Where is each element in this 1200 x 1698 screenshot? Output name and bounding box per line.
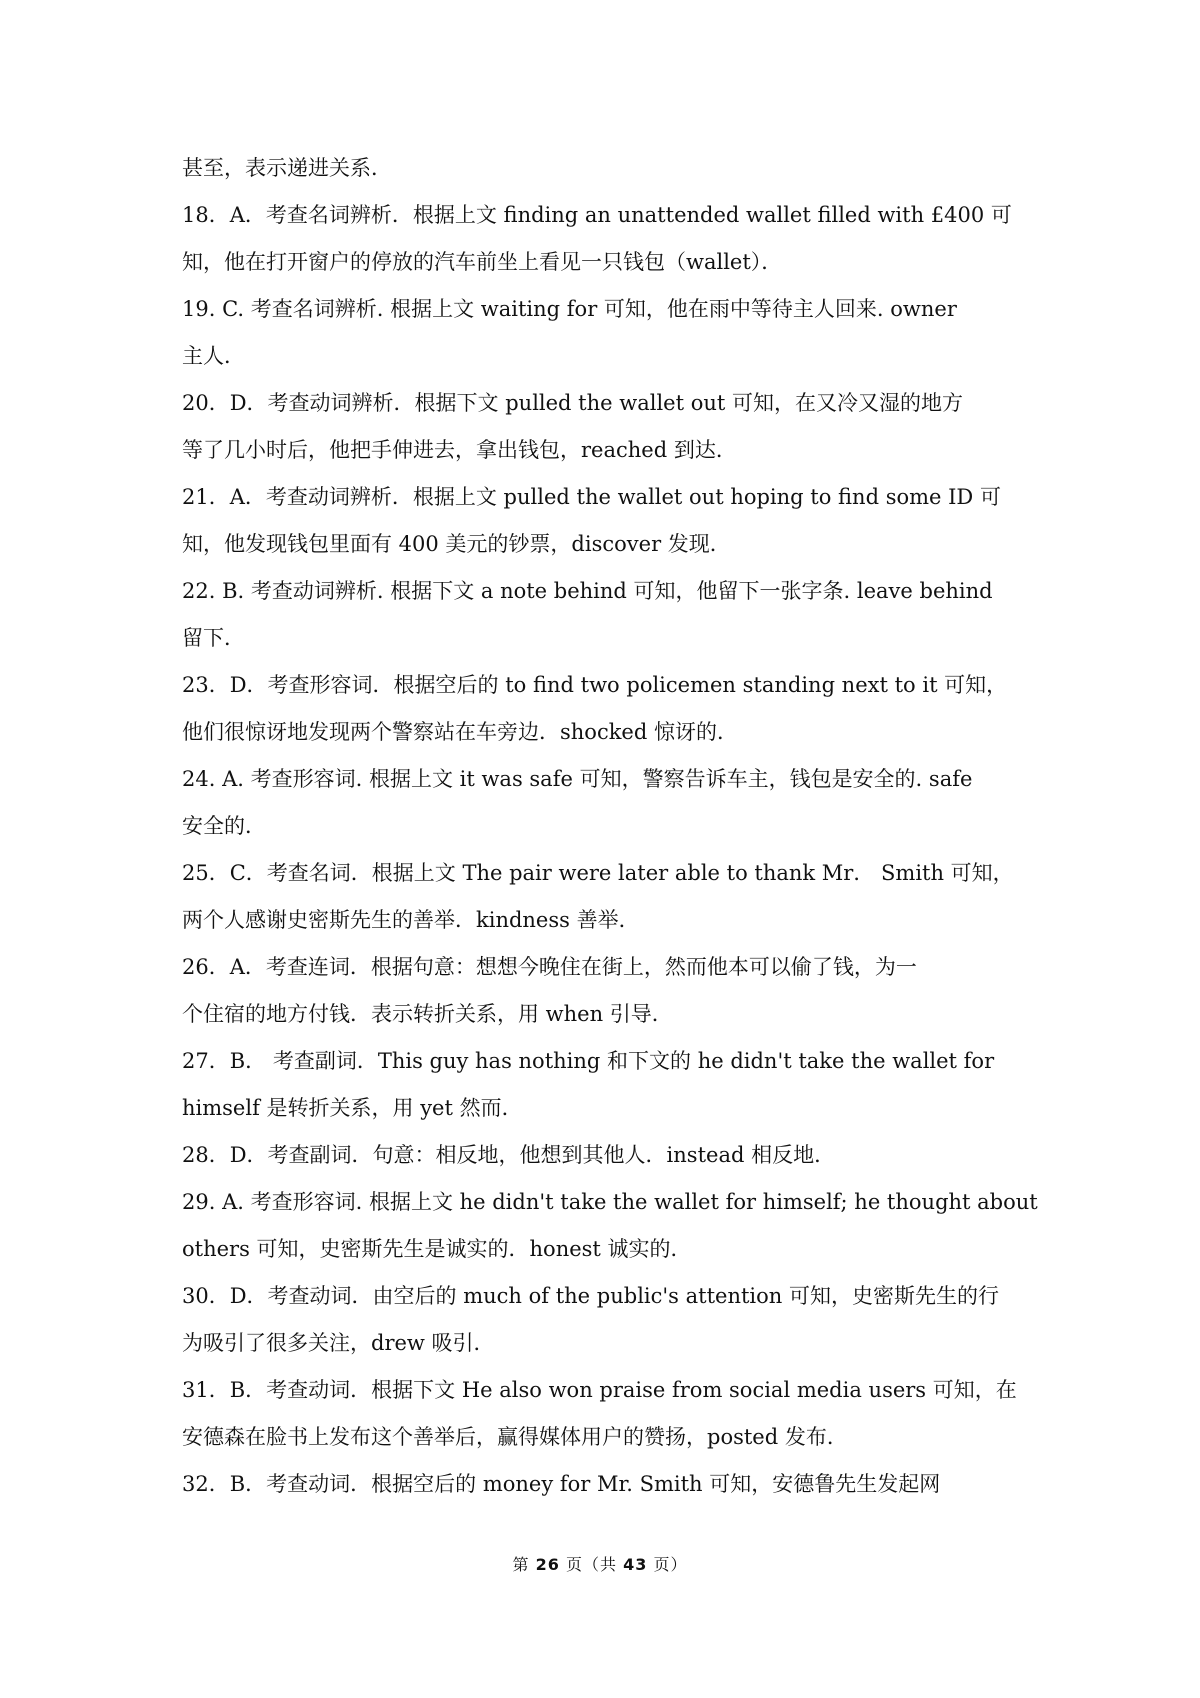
total-page-count: 43 bbox=[623, 1555, 648, 1574]
text-line: 两个人感谢史密斯先生的善举．kindness 善举． bbox=[182, 908, 640, 932]
footer-middle: 页（共 bbox=[565, 1555, 617, 1574]
page-footer bbox=[0, 1552, 1200, 1575]
text-line: 主人． bbox=[182, 344, 245, 368]
text-line: 安德森在脸书上发布这个善举后，赢得媒体用户的赞扬，posted 发布． bbox=[182, 1425, 848, 1449]
text-line: 他们很惊讶地发现两个警察站在车旁边．shocked 惊讶的． bbox=[182, 720, 738, 744]
text-line: 21．A．考查动词辨析．根据上文 pulled the wallet out hoping to find some ID 可 bbox=[182, 485, 1001, 509]
text-line: 19. C. 考查名词辨析. 根据上文 waiting for 可知，他在雨中等待主人回来. owner bbox=[182, 297, 957, 321]
text-line: 24. A. 考查形容词. 根据上文 it was safe 可知，警察告诉车主，钱包是安全的. safe bbox=[182, 767, 973, 791]
text-line: 27．B． 考查副词．This guy has nothing 和下文的 he didn't take the wallet for bbox=[182, 1049, 995, 1073]
text-line: 25．C．考查名词．根据上文 The pair were later able to thank Mr． Smith 可知， bbox=[182, 861, 1014, 885]
text-line: 为吸引了很多关注，drew 吸引． bbox=[182, 1331, 495, 1355]
footer-suffix: 页） bbox=[653, 1555, 688, 1574]
text-line: 留下． bbox=[182, 626, 245, 650]
text-line: 30．D．考查动词．由空后的 much of the public's attention 可知，史密斯先生的行 bbox=[182, 1284, 999, 1308]
text-line: 23．D．考查形容词．根据空后的 to find two policemen standing next to it 可知， bbox=[182, 673, 1008, 697]
text-line: 知，他在打开窗户的停放的汽车前坐上看见一只钱包（wallet）． bbox=[182, 250, 783, 274]
text-line: others 可知，史密斯先生是诚实的．honest 诚实的． bbox=[182, 1237, 692, 1261]
text-line: 29. A. 考查形容词. 根据上文 he didn't take the wallet for himself; he thought about bbox=[182, 1190, 1038, 1214]
answer-explanations bbox=[182, 145, 1038, 1508]
text-line: 等了几小时后，他把手伸进去，拿出钱包，reached 到达． bbox=[182, 438, 737, 462]
text-line: 安全的． bbox=[182, 814, 266, 838]
text-line: 20．D．考查动词辨析．根据下文 pulled the wallet out 可知，在又冷又湿的地方 bbox=[182, 391, 963, 415]
text-line: 32．B．考查动词．根据空后的 money for Mr. Smith 可知，安德鲁先生发起网 bbox=[182, 1472, 941, 1496]
text-line: 甚至，表示递进关系． bbox=[182, 156, 392, 180]
text-line: 知，他发现钱包里面有 400 美元的钞票，discover 发现． bbox=[182, 532, 731, 556]
text-line: himself 是转折关系，用 yet 然而． bbox=[182, 1096, 523, 1120]
current-page-number: 26 bbox=[535, 1555, 560, 1574]
text-line: 26．A．考查连词．根据句意：想想今晚住在街上，然而他本可以偷了钱，为一 bbox=[182, 955, 917, 979]
footer-prefix: 第 bbox=[512, 1555, 530, 1574]
text-line: 28．D．考查副词．句意：相反地，他想到其他人．instead 相反地． bbox=[182, 1143, 836, 1167]
text-line: 31．B．考查动词．根据下文 He also won praise from social media users 可知，在 bbox=[182, 1378, 1017, 1402]
text-line: 个住宿的地方付钱．表示转折关系，用 when 引导． bbox=[182, 1002, 673, 1026]
text-line: 18．A．考查名词辨析．根据上文 finding an unattended wallet filled with £400 可 bbox=[182, 203, 1012, 227]
text-line: 22. B. 考查动词辨析. 根据下文 a note behind 可知，他留下一张字条. leave behind bbox=[182, 579, 993, 603]
